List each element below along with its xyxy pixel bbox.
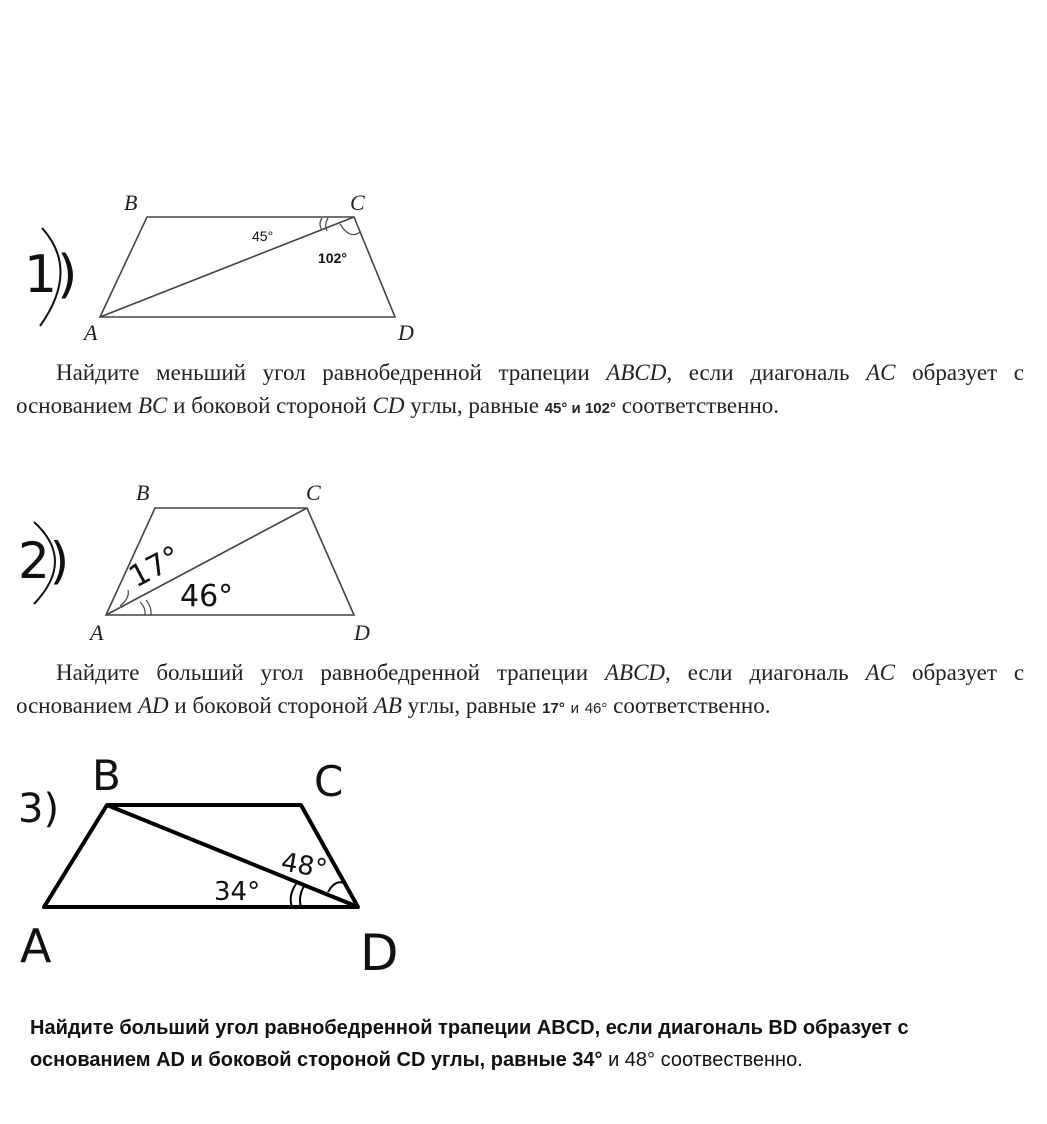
p2-text-forms: образует с основанием xyxy=(16,660,1025,718)
diagonal-ac-1 xyxy=(100,217,354,317)
p1-ac: AC xyxy=(866,360,896,385)
p2-abcd: ABCD xyxy=(604,660,666,685)
angle-arc-1b xyxy=(326,218,328,231)
p2-value2: 46° xyxy=(584,700,608,717)
p1-values: 45° и 102° xyxy=(544,400,616,417)
problem-1-number: 1) xyxy=(24,245,78,305)
p1-text-forms: образует с основанием xyxy=(16,360,1025,418)
angle-label-17: 17° xyxy=(123,539,187,596)
vertex-a-2: A xyxy=(90,620,104,645)
angle-label-46: 46° xyxy=(180,579,234,614)
angle-label-48: 48° xyxy=(278,847,330,885)
angle-arc-3a xyxy=(291,884,296,907)
p2-text-side: и боковой стороной xyxy=(174,693,369,718)
p2-text-before: Найдите больший угол равнобедренной трапеции xyxy=(56,660,589,685)
p1-abcd: ABCD xyxy=(606,360,667,385)
problem-2-number: 2) xyxy=(18,532,70,590)
figure-1 xyxy=(24,190,414,345)
vertex-c-3: C xyxy=(314,757,344,806)
angle-arc-2b xyxy=(140,602,145,615)
figure-3 xyxy=(18,751,399,982)
angle-label-102: 102° xyxy=(318,250,347,266)
p3-text-normal: и 48° соотвественно. xyxy=(602,1049,803,1071)
vertex-b-1: B xyxy=(124,190,138,215)
p2-text-end: соответственно. xyxy=(613,693,771,718)
angle-arc-3b xyxy=(300,886,304,907)
problem-1-text xyxy=(16,356,1024,425)
vertex-c-1: C xyxy=(350,190,365,215)
p1-text-before: Найдите меньший угол равнобедренной трапеции xyxy=(56,360,590,385)
p1-text-angles: углы, равные xyxy=(410,393,539,418)
p1-cd: CD xyxy=(372,393,405,418)
p2-ac: AC xyxy=(865,660,895,685)
problem-2-text xyxy=(16,656,1024,725)
p3-text-bold: Найдите больший угол равнобедренной трапеции ABCD, если диагональ BD образует с основанием AD и боковой стороной CD углы, равные 34° xyxy=(30,1017,909,1071)
angle-arc-3c xyxy=(328,882,346,892)
vertex-d-1: D xyxy=(398,320,414,345)
angle-arc-1a xyxy=(320,218,322,230)
angle-arc-2c xyxy=(146,600,151,615)
p2-text-angles: углы, равные xyxy=(407,693,537,718)
p2-and: и xyxy=(570,700,579,717)
vertex-c-2: C xyxy=(306,480,321,505)
p1-text-end: соответственно. xyxy=(621,393,780,418)
vertex-b-3: B xyxy=(92,751,121,800)
vertex-d-3: D xyxy=(360,924,399,982)
p2-ab: AB xyxy=(373,693,402,718)
p1-bc: BC xyxy=(138,393,168,418)
angle-label-34: 34° xyxy=(214,877,261,907)
vertex-a-1: A xyxy=(84,320,98,345)
problem-3-text xyxy=(30,1012,1020,1076)
p1-text-if: , если диагональ xyxy=(666,360,850,385)
p2-value1: 17° xyxy=(542,700,565,717)
p2-ad: AD xyxy=(138,693,169,718)
vertex-d-2: D xyxy=(354,620,370,645)
figure-2 xyxy=(18,480,370,645)
problem-3-number: 3) xyxy=(18,786,60,832)
trapezoid-1 xyxy=(100,217,395,317)
p1-text-side: и боковой стороной xyxy=(173,393,367,418)
vertex-a-3: A xyxy=(20,919,52,973)
p2-text-if: , если диагональ xyxy=(665,660,849,685)
angle-label-45: 45° xyxy=(252,228,274,244)
vertex-b-2: B xyxy=(136,480,150,505)
